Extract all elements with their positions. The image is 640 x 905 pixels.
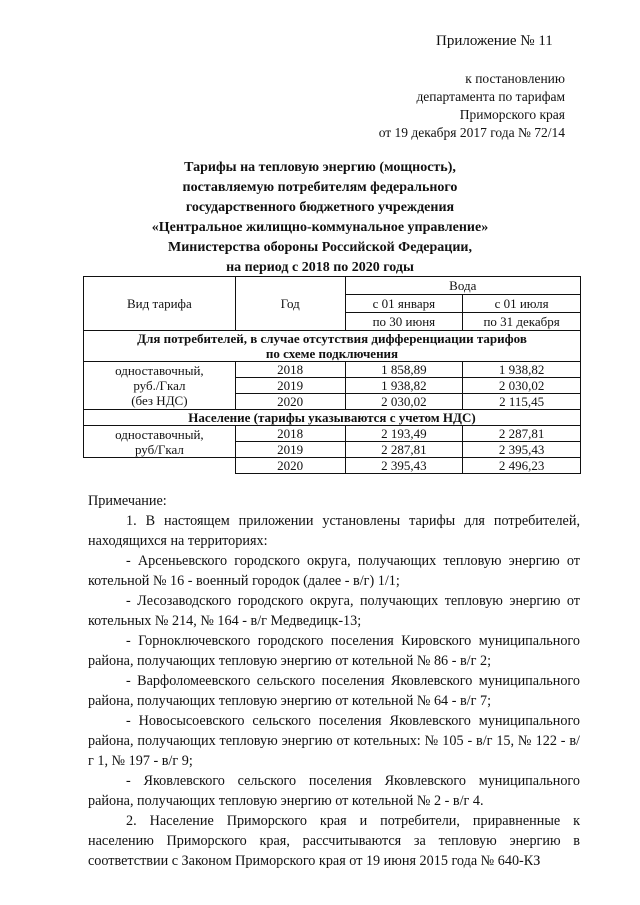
appendix-number: Приложение № 11 [436, 33, 553, 49]
title-line-5: Министерства обороны Российской Федерации, [167, 240, 472, 255]
empty-cell [84, 458, 236, 474]
note-bullet-5: - Новосысоевского сельского поселения Яковлевского муниципального района, получающих тепловую энергию от котельных: № 105 - в/г 15, № 122 - в/г 1, № 197 - в/г 9; [88, 713, 580, 769]
cell-period-1: 2 287,81 [345, 442, 463, 458]
cell-period-1: 2 030,02 [345, 394, 463, 410]
cell-period-2: 2 287,81 [463, 426, 581, 442]
header-period-2-line-1: с 01 июля [463, 295, 581, 313]
header-period-2-line-2: по 31 декабря [463, 313, 581, 331]
cell-period-1: 1 858,89 [345, 362, 463, 378]
section-1-type-line-2: руб./Гкал [133, 378, 186, 393]
cell-period-1: 2 395,43 [345, 458, 463, 474]
note-bullet-1: - Арсеньевского городского округа, получающих тепловую энергию от котельной № 16 - военный городок (далее - в/г) 1/1; [88, 553, 580, 589]
cell-year: 2020 [235, 458, 345, 474]
cell-year: 2019 [235, 442, 345, 458]
section-1-header [84, 331, 581, 362]
section-1-line-2: по схеме подключения [265, 346, 399, 361]
cell-year: 2019 [235, 378, 345, 394]
cell-period-1: 2 193,49 [345, 426, 463, 442]
cell-year: 2018 [235, 362, 345, 378]
cell-period-2: 2 115,45 [463, 394, 581, 410]
section-2-type-line-2: руб/Гкал [134, 441, 184, 457]
header-year: Год [235, 277, 345, 331]
cell-period-2: 2 496,23 [463, 458, 581, 474]
notes-heading: Примечание: [88, 493, 167, 509]
notes-section [88, 491, 580, 871]
note-paragraph-2: 2. Население Приморского края и потребители, приравненные к населению Приморского края, рассчитываются за тепловую энергию в соответствии с Законом Приморского края от 19 июня 2015 года № 640-КЗ [88, 813, 580, 869]
header-tariff-type: Вид тарифа [84, 277, 236, 331]
note-bullet-3: - Горноключевского городского поселения Кировского муниципального района, получающих тепловую энергию от котельной № 86 - в/г 2; [88, 633, 580, 669]
section-1-tariff-type [84, 362, 236, 410]
cell-period-1: 1 938,82 [345, 378, 463, 394]
section-2-header: Население (тарифы указываются с учетом НДС) [84, 410, 581, 426]
document-title [80, 158, 560, 278]
section-1-line-1: Для потребителей, в случае отсутствия дифференциации тарифов [137, 331, 527, 346]
table-row [84, 458, 581, 474]
header-water: Вода [345, 277, 581, 295]
note-paragraph-1: 1. В настоящем приложении установлены тарифы для потребителей, находящихся на территориях: [88, 513, 580, 549]
header-period-1-line-2: по 30 июня [345, 313, 463, 331]
table-row [84, 426, 581, 442]
section-2-type-line-1: одноставочный, [115, 426, 204, 442]
resolution-line-3: Приморского края [459, 107, 565, 122]
cell-period-2: 2 030,02 [463, 378, 581, 394]
note-bullet-2: - Лесозаводского городского округа, получающих тепловую энергию от котельных № 214, № 164 - в/г Медведицк-13; [88, 593, 580, 629]
title-line-6: на период с 2018 по 2020 годы [226, 260, 414, 275]
note-bullet-4: - Варфоломеевского сельского поселения Яковлевского муниципального района, получающих тепловую энергию от котельной № 64 - в/г 7; [88, 673, 580, 709]
header-period-1-line-1: с 01 января [345, 295, 463, 313]
section-2-tariff-type [84, 426, 236, 458]
title-line-2: поставляемую потребителям федерального [182, 180, 458, 195]
title-line-4: «Центральное жилищно-коммунальное управление» [151, 220, 489, 235]
resolution-reference [305, 70, 565, 142]
cell-period-2: 1 938,82 [463, 362, 581, 378]
cell-period-2: 2 395,43 [463, 442, 581, 458]
section-1-type-line-1: одноставочный, [115, 363, 204, 378]
tariff-table [83, 276, 581, 474]
resolution-line-1: к постановлению [465, 71, 565, 86]
cell-year: 2018 [235, 426, 345, 442]
note-bullet-6: - Яковлевского сельского поселения Яковлевского муниципального района, получающих тепловую энергию от котельной № 2 - в/г 4. [88, 773, 580, 809]
title-line-1: Тарифы на тепловую энергию (мощность), [184, 160, 456, 175]
section-1-type-line-3: (без НДС) [131, 393, 188, 408]
cell-year: 2020 [235, 394, 345, 410]
table-row [84, 362, 581, 378]
title-line-3: государственного бюджетного учреждения [185, 200, 455, 215]
resolution-line-2: департамента по тарифам [416, 89, 565, 104]
resolution-line-4: от 19 декабря 2017 года № 72/14 [378, 125, 565, 140]
